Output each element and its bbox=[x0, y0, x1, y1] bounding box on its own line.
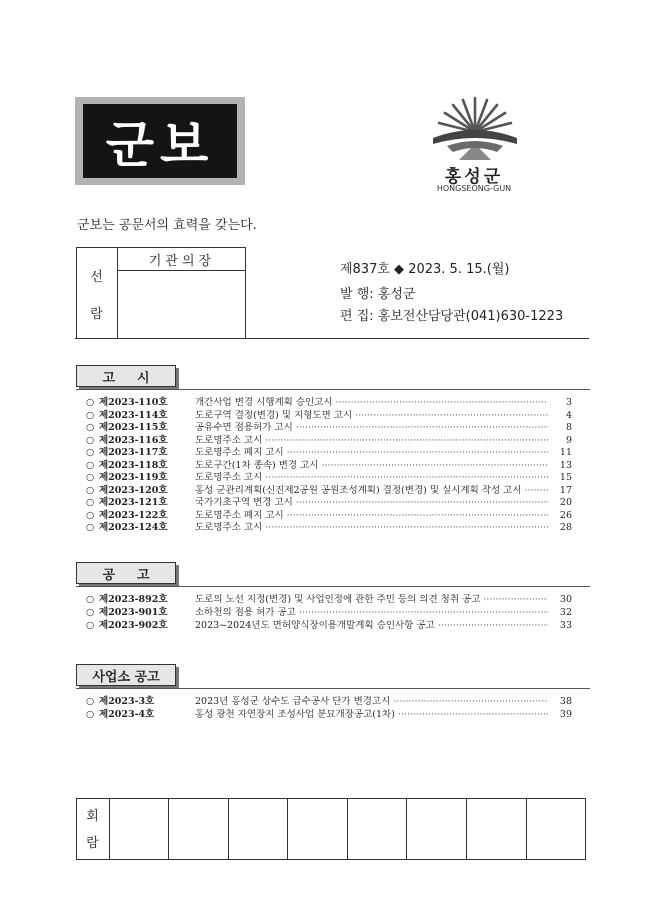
bullet-icon: ○ bbox=[86, 607, 95, 618]
bullet-icon: ○ bbox=[86, 497, 95, 508]
toc-entry bbox=[86, 522, 572, 534]
entry-number: 제2023-4호 bbox=[99, 709, 155, 720]
entry-number: 제2023-117호 bbox=[99, 447, 168, 458]
circulation-divider bbox=[168, 798, 169, 860]
entry-number: 제2023-901호 bbox=[99, 607, 168, 618]
approval-divider bbox=[117, 270, 246, 271]
toc-entry bbox=[86, 607, 572, 619]
entry-title: 도로의 노선 지정(변경) 및 사업인정에 관한 주민 등의 의견 청취 공고 ····· bbox=[195, 594, 560, 606]
entry-page: 4 bbox=[548, 410, 572, 422]
entry-page: 28 bbox=[548, 522, 572, 534]
toc-entry bbox=[86, 497, 572, 509]
entry-title: 홍성 군관리계획(신진제2공원 공원조성계획) 결정(변경) 및 실시계획 작성 고시 ····· bbox=[195, 485, 560, 497]
circulation-divider bbox=[228, 798, 229, 860]
entry-page: 8 bbox=[548, 422, 572, 434]
circulation-divider bbox=[466, 798, 467, 860]
entry-number: 제2023-122호 bbox=[99, 509, 168, 521]
toc-entry bbox=[86, 620, 572, 632]
entry-page: 30 bbox=[548, 594, 572, 606]
logo-name-korean: 홍성군 bbox=[444, 167, 504, 187]
entry-title: 2023~2024년도 면허양식장이용개발계획 승인사항 공고 ····· bbox=[195, 620, 560, 632]
entry-title: 2023년 홍성군 상수도 급수공사 단가 변경고시 ····· bbox=[195, 696, 560, 708]
tagline: 군보는 공문서의 효력을 갖는다. bbox=[77, 218, 257, 233]
entry-title: 도로구간(1차 종속) 변경 고시 ····· bbox=[195, 460, 560, 472]
entry-title: 도로구역 결정(변경) 및 지형도면 고시 ····· bbox=[195, 410, 560, 422]
entry-title: 홍성 광천 자연장지 조성사업 분묘개장공고(1차) ····· bbox=[195, 709, 560, 721]
entry-title: 도로명주소 고시 ····· bbox=[195, 522, 560, 534]
circulation-table bbox=[76, 798, 586, 860]
section-rule bbox=[76, 688, 590, 689]
approval-label: 람 bbox=[90, 307, 103, 322]
logo-name-english: HONGSEONG-GUN bbox=[436, 184, 512, 193]
entry-number: 제2023-119호 bbox=[99, 472, 168, 483]
entry-number: 제2023-124호 bbox=[99, 522, 168, 533]
entry-page: 38 bbox=[548, 696, 572, 708]
bullet-icon: ○ bbox=[86, 409, 95, 421]
toc-entry bbox=[86, 434, 572, 447]
entry-page: 15 bbox=[548, 472, 572, 484]
toc-entry bbox=[86, 696, 572, 708]
toc-entry bbox=[86, 709, 572, 721]
toc-entry bbox=[86, 594, 572, 606]
entry-title: 도로명주소 고시 ····· bbox=[195, 472, 560, 484]
approval-header: 기관의장 bbox=[148, 254, 216, 269]
toc-entry bbox=[86, 447, 572, 459]
entry-number: 제2023-116호 bbox=[99, 434, 168, 446]
issue-number-date: 제837호 ◆ 2023. 5. 15.(월) bbox=[340, 262, 510, 277]
toc-entry bbox=[86, 472, 572, 484]
section-heading-business: 사업소 공고 bbox=[76, 664, 176, 686]
circulation-divider bbox=[287, 798, 288, 860]
entry-title: 공유수면 점용허가 고시 ····· bbox=[195, 422, 560, 434]
entry-number: 제2023-892호 bbox=[99, 594, 168, 605]
entry-number: 제2023-120호 bbox=[99, 484, 168, 496]
entry-title: 개간사업 변경 시행계획 승인고시 ····· bbox=[195, 397, 560, 409]
entry-number: 제2023-121호 bbox=[99, 497, 168, 508]
entry-page: 32 bbox=[548, 607, 572, 619]
bullet-icon: ○ bbox=[86, 620, 95, 631]
entry-number: 제2023-118호 bbox=[99, 459, 168, 471]
circulation-divider bbox=[526, 798, 527, 860]
section-rule bbox=[76, 586, 590, 587]
bullet-icon: ○ bbox=[86, 459, 95, 471]
circulation-divider bbox=[109, 798, 110, 860]
toc-entry bbox=[86, 484, 572, 497]
entry-title: 도로명주소 고시 ····· bbox=[195, 435, 560, 447]
section-heading-announcements: 공고 bbox=[76, 562, 176, 584]
section-heading-notices: 고시 bbox=[76, 365, 176, 387]
bullet-icon: ○ bbox=[86, 484, 95, 496]
circulation-label: 회 bbox=[86, 809, 99, 824]
entry-title: 국가기초구역 변경 고시 ····· bbox=[195, 497, 560, 509]
toc-entry bbox=[86, 409, 572, 422]
entry-title: 도로명주소 폐지 고시 ····· bbox=[195, 510, 560, 522]
entry-number: 제2023-110호 bbox=[99, 397, 168, 408]
entry-page: 20 bbox=[548, 497, 572, 509]
section-rule bbox=[76, 389, 590, 390]
bullet-icon: ○ bbox=[86, 594, 95, 605]
toc-entry bbox=[86, 509, 572, 522]
entry-page: 33 bbox=[548, 620, 572, 632]
entry-page: 26 bbox=[548, 510, 572, 522]
toc-entry bbox=[86, 397, 572, 409]
entry-page: 13 bbox=[548, 460, 572, 472]
entry-number: 제2023-114호 bbox=[99, 409, 168, 421]
bullet-icon: ○ bbox=[86, 522, 95, 533]
bullet-icon: ○ bbox=[86, 422, 95, 433]
entry-page: 39 bbox=[548, 709, 572, 721]
bullet-icon: ○ bbox=[86, 696, 95, 707]
bullet-icon: ○ bbox=[86, 447, 95, 458]
entry-title: 소하천의 점용 허가 공고 ····· bbox=[195, 607, 560, 619]
entry-number: 제2023-902호 bbox=[99, 620, 168, 631]
entry-page: 3 bbox=[548, 397, 572, 409]
approval-label: 선 bbox=[90, 270, 103, 285]
entry-page: 17 bbox=[548, 485, 572, 497]
circulation-divider bbox=[406, 798, 407, 860]
entry-number: 제2023-115호 bbox=[99, 422, 168, 433]
bullet-icon: ○ bbox=[86, 472, 95, 483]
bullet-icon: ○ bbox=[86, 397, 95, 408]
circulation-divider bbox=[347, 798, 348, 860]
toc-entry bbox=[86, 459, 572, 472]
circulation-label: 람 bbox=[86, 836, 99, 851]
entry-number: 제2023-3호 bbox=[99, 696, 155, 707]
toc-entry bbox=[86, 422, 572, 434]
issue-editor: 편 집: 홍보전산담당관(041)630-1223 bbox=[340, 309, 564, 324]
entry-page: 11 bbox=[548, 447, 572, 459]
divider bbox=[75, 338, 589, 339]
bullet-icon: ○ bbox=[86, 434, 95, 446]
masthead-title: 군보 bbox=[83, 104, 237, 178]
issue-publisher: 발 행: 홍성군 bbox=[340, 287, 416, 302]
entry-page: 9 bbox=[548, 435, 572, 447]
bullet-icon: ○ bbox=[86, 509, 95, 521]
entry-title: 도로명주소 폐지 고시 ····· bbox=[195, 447, 560, 459]
bullet-icon: ○ bbox=[86, 709, 95, 720]
